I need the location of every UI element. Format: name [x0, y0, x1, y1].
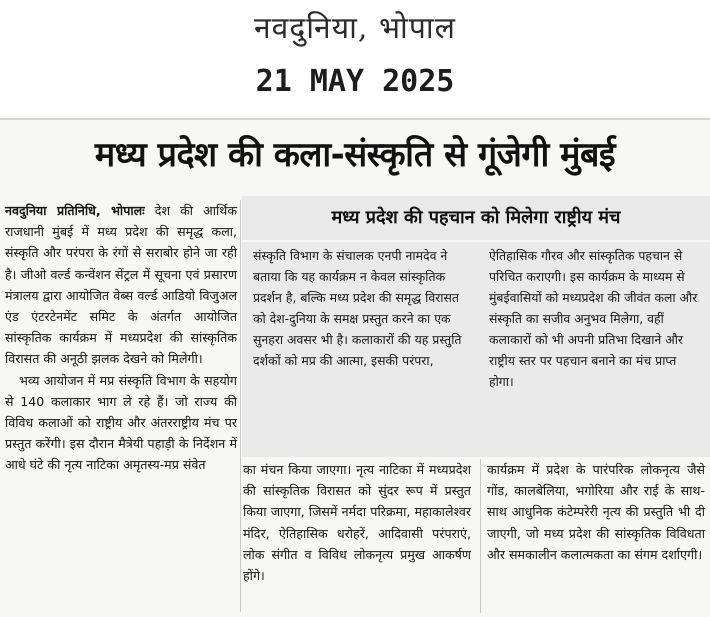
second-paragraph: भव्य आयोजन में मप्र संस्कृति विभाग के सहयोग से 140 कलाकार भाग ले रहे हैं। जो राज्य की विविध कलाओं को राष्ट्रीय और अंतरराष्ट्रीय मंच पर प्रस्तुत करेंगी। इस दौरान मैत्रेयी पहाड़ी के निर्देशन में आधे घंटे की नृत्य नाटिका अमृतस्य-मप्र संवेत: [5, 372, 237, 473]
column-3: ऐतिहासिक गौरव और सांस्कृतिक पहचान से परिचित कराएगी। इस कार्यक्रम के माध्यम से मुंबईवासियों को मध्यप्रदेश की जीवंत कला और संस्कृति का सजीव अनुभव मिलेगा, वहीं कलाकारों को भी अपनी प्रतिभा दिखाने और राष्ट्रीय स्तर पर पहचान बनाने का मंच प्राप्त होगा।: [489, 248, 698, 389]
masthead: [0, 0, 710, 118]
lead-paragraph: [5, 200, 237, 370]
article-headline: मध्य प्रदेश की कला-संस्कृति से गूंजेगी मुंबई: [94, 135, 616, 175]
subheading: मध्य प्रदेश की पहचान को मिलेगा राष्ट्रीय मंच: [331, 207, 621, 228]
lead-text: देश की आर्थिक राजधानी मुंबई में मध्य प्रदेश की समृद्ध कला, संस्कृति और परंपरा के रंगों से सराबोर होने जा रही है। जीओ वर्ल्ड कन्वेंशन सेंट्रल में सूचना एवं प्रसारण मंत्रालय द्वारा आयोजित वेब्स वर्ल्ड आडियो विजुअल एंड एंटरटेनमेंट समिट के अंतर्गत आयोजित सांस्कृतिक कार्यक्रम में मध्यप्रदेश की सांस्कृतिक विरासत की अनूठी झलक देखने को मिलेगी।: [5, 203, 238, 367]
column-5: कार्यक्रम में प्रदेश के पारंपरिक लोकनृत्य जैसे गोंड, कालबेलिया, भगोरिया और राई के साथ-साथ आधुनिक कंटेम्परेरी नृत्य की प्रस्तुति भी दी जाएगी, जो मध्य प्रदेश की सांस्कृतिक विविधता और समकालीन कलात्मकता का संगम दर्शाएगी।: [487, 462, 705, 562]
column-1: [5, 200, 237, 476]
newspaper-name: नवदुनिया, भोपाल: [254, 11, 456, 46]
column-divider: [240, 200, 241, 612]
byline: नवदुनिया प्रतिनिधि, भोपालः: [5, 203, 145, 218]
column-4: का मंचन किया जाएगा। नृत्य नाटिका में मध्यप्रदेश की सांस्कृतिक विरासत को सुंदर रूप में प्रस्तुत किया जाएगा, जिसमें नर्मदा परिक्रमा, महाकालेश्वर मंदिर, ऐतिहासिक धरोहरें, आदिवासी परंपराएं, लोक संगीत व विविध लोकनृत्य प्रमुख आकर्षण होंगे।: [243, 462, 471, 584]
column-divider: [480, 459, 481, 613]
masthead-divider: [0, 118, 710, 120]
column-2: संस्कृति विभाग के संचालक एनपी नामदेव ने बताया कि यह कार्यक्रम न केवल सांस्कृतिक प्रदर्शन है, बल्कि मध्य प्रदेश की समृद्ध विरासत को देश-दुनिया के समक्ष प्रस्तुत करने का एक सुनहरा अवसर भी है। कलाकारों की यह प्रस्तुति दर्शकों को मप्र की आत्मा, इसकी परंपरा,: [253, 248, 462, 368]
publication-date: 21 MAY 2025: [255, 64, 455, 99]
